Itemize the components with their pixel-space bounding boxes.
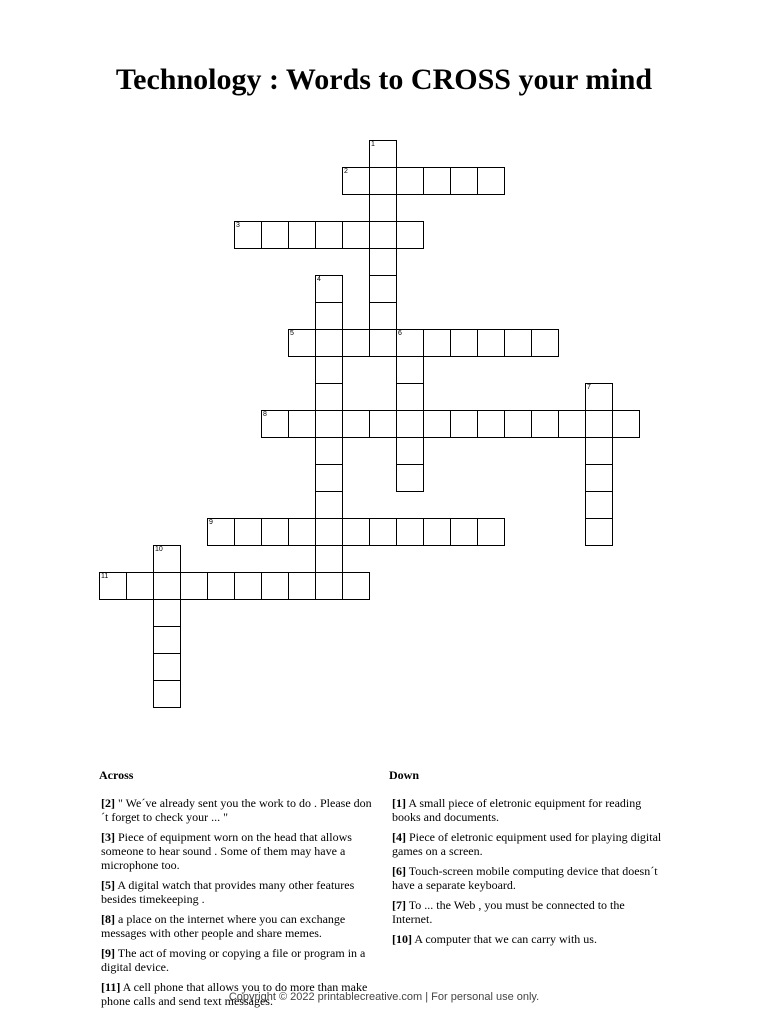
grid-cell[interactable] [423, 167, 451, 195]
grid-cell[interactable] [153, 572, 181, 600]
puzzle-title: Technology : Words to CROSS your mind [115, 63, 653, 96]
grid-cell[interactable] [369, 194, 397, 222]
clue-number: 10 [155, 546, 163, 553]
grid-cell[interactable] [261, 410, 289, 438]
clue-text: To ... the Web , you must be connected to the Internet. [392, 898, 625, 926]
grid-cell[interactable] [369, 329, 397, 357]
grid-cell[interactable] [288, 572, 316, 600]
grid-cell[interactable] [396, 221, 424, 249]
clue-number: 7 [587, 384, 591, 391]
grid-cell[interactable] [288, 329, 316, 357]
grid-cell[interactable] [153, 626, 181, 654]
grid-cell[interactable] [315, 329, 343, 357]
grid-cell[interactable] [396, 518, 424, 546]
clue-number: 5 [290, 330, 294, 337]
grid-cell[interactable] [315, 410, 343, 438]
grid-cell[interactable] [612, 410, 640, 438]
grid-cell[interactable] [207, 518, 235, 546]
grid-cell[interactable] [585, 437, 613, 465]
grid-cell[interactable] [315, 383, 343, 411]
grid-cell[interactable] [342, 167, 370, 195]
grid-cell[interactable] [585, 464, 613, 492]
clue-text: A computer that we can carry with us. [412, 932, 597, 946]
clue-text: Touch-screen mobile computing device that doesn´t have a separate keyboard. [392, 864, 658, 892]
clue-number: 4 [317, 276, 321, 283]
clue-text: Piece of equipment worn on the head that allows someone to hear sound . Some of them may have a microphone too. [101, 830, 352, 872]
grid-cell[interactable] [369, 221, 397, 249]
grid-cell[interactable] [585, 491, 613, 519]
down-clue [392, 932, 664, 946]
grid-cell[interactable] [396, 464, 424, 492]
clue-text: A small piece of eletronic equipment for reading books and documents. [392, 796, 642, 824]
grid-cell[interactable] [585, 383, 613, 411]
grid-cell[interactable] [396, 329, 424, 357]
grid-cell[interactable] [423, 329, 451, 357]
grid-cell[interactable] [423, 518, 451, 546]
grid-cell[interactable] [450, 410, 478, 438]
grid-cell[interactable] [153, 680, 181, 708]
clue-number: 11 [101, 573, 109, 580]
clue-number: 3 [236, 222, 240, 229]
grid-cell[interactable] [288, 410, 316, 438]
grid-cell[interactable] [153, 653, 181, 681]
grid-cell[interactable] [153, 545, 181, 573]
down-heading: Down [389, 768, 420, 782]
grid-cell[interactable] [477, 167, 505, 195]
grid-cell[interactable] [315, 545, 343, 573]
grid-cell[interactable] [342, 221, 370, 249]
clue-number-label: [2] [101, 796, 115, 810]
grid-cell[interactable] [126, 572, 154, 600]
down-clue [392, 864, 664, 892]
copyright-footer: Copyright © 2022 printablecreative.com | For personal use only. [228, 991, 540, 1003]
grid-cell[interactable] [342, 329, 370, 357]
grid-cell[interactable] [369, 140, 397, 168]
clue-text: A digital watch that provides many other features besides timekeeping . [101, 878, 355, 906]
grid-cell[interactable] [234, 518, 262, 546]
clue-number-label: [5] [101, 878, 115, 892]
down-clue [392, 898, 664, 926]
grid-cell[interactable] [531, 329, 559, 357]
grid-cell[interactable] [315, 356, 343, 384]
down-clue-list [392, 796, 664, 952]
grid-cell[interactable] [558, 410, 586, 438]
grid-cell[interactable] [369, 302, 397, 330]
grid-cell[interactable] [585, 410, 613, 438]
clue-number-label: [1] [392, 796, 406, 810]
grid-cell[interactable] [315, 302, 343, 330]
grid-cell[interactable] [369, 248, 397, 276]
grid-cell[interactable] [153, 599, 181, 627]
grid-cell[interactable] [180, 572, 208, 600]
clue-number: 2 [344, 168, 348, 175]
clue-number: 8 [263, 411, 267, 418]
across-clue [101, 830, 373, 872]
grid-cell[interactable] [315, 518, 343, 546]
grid-cell[interactable] [342, 410, 370, 438]
clue-number-label: [6] [392, 864, 406, 878]
grid-cell[interactable] [450, 167, 478, 195]
clue-number: 1 [371, 141, 375, 148]
across-clue-list [101, 796, 373, 1014]
grid-cell[interactable] [261, 221, 289, 249]
clue-number: 6 [398, 330, 402, 337]
clue-number-label: [11] [101, 980, 121, 994]
clue-text: " We´ve already sent you the work to do . Please don´t forget to check your ... " [101, 796, 372, 824]
grid-cell[interactable] [315, 221, 343, 249]
grid-cell[interactable] [261, 572, 289, 600]
across-heading: Across [99, 768, 134, 782]
grid-cell[interactable] [369, 275, 397, 303]
grid-cell[interactable] [315, 491, 343, 519]
clue-text: Piece of eletronic equipment used for playing digital games on a screen. [392, 830, 662, 858]
clue-number: 9 [209, 519, 213, 526]
grid-cell[interactable] [369, 167, 397, 195]
grid-cell[interactable] [450, 329, 478, 357]
across-clue [101, 946, 373, 974]
grid-cell[interactable] [504, 329, 532, 357]
grid-cell[interactable] [396, 383, 424, 411]
grid-cell[interactable] [477, 329, 505, 357]
grid-cell[interactable] [396, 410, 424, 438]
grid-cell[interactable] [585, 518, 613, 546]
grid-cell[interactable] [234, 572, 262, 600]
grid-cell[interactable] [369, 518, 397, 546]
grid-cell[interactable] [396, 356, 424, 384]
clue-number-label: [4] [392, 830, 406, 844]
clue-text: The act of moving or copying a file or program in a digital device. [101, 946, 366, 974]
grid-cell[interactable] [342, 572, 370, 600]
grid-cell[interactable] [477, 410, 505, 438]
clue-number-label: [3] [101, 830, 115, 844]
grid-cell[interactable] [342, 518, 370, 546]
across-clue [101, 912, 373, 940]
clue-text: A cell phone that allows you to do more than make phone calls and send text messages. [101, 980, 368, 1008]
clue-number-label: [8] [101, 912, 115, 926]
across-clue [101, 878, 373, 906]
grid-cell[interactable] [315, 437, 343, 465]
down-clue [392, 796, 664, 824]
clue-text: a place on the internet where you can exchange messages with other people and share memes. [101, 912, 346, 940]
grid-cell[interactable] [423, 410, 451, 438]
grid-cell[interactable] [396, 167, 424, 195]
grid-cell[interactable] [315, 572, 343, 600]
grid-cell[interactable] [234, 221, 262, 249]
clue-number-label: [10] [392, 932, 412, 946]
grid-cell[interactable] [396, 437, 424, 465]
grid-cell[interactable] [450, 518, 478, 546]
grid-cell[interactable] [531, 410, 559, 438]
grid-cell[interactable] [315, 275, 343, 303]
clue-number-label: [9] [101, 946, 115, 960]
grid-cell[interactable] [288, 518, 316, 546]
grid-cell[interactable] [369, 410, 397, 438]
across-clue [101, 796, 373, 824]
grid-cell[interactable] [477, 518, 505, 546]
grid-cell[interactable] [261, 518, 289, 546]
grid-cell[interactable] [99, 572, 127, 600]
grid-cell[interactable] [207, 572, 235, 600]
grid-cell[interactable] [288, 221, 316, 249]
grid-cell[interactable] [315, 464, 343, 492]
clue-number-label: [7] [392, 898, 406, 912]
grid-cell[interactable] [504, 410, 532, 438]
down-clue [392, 830, 664, 858]
